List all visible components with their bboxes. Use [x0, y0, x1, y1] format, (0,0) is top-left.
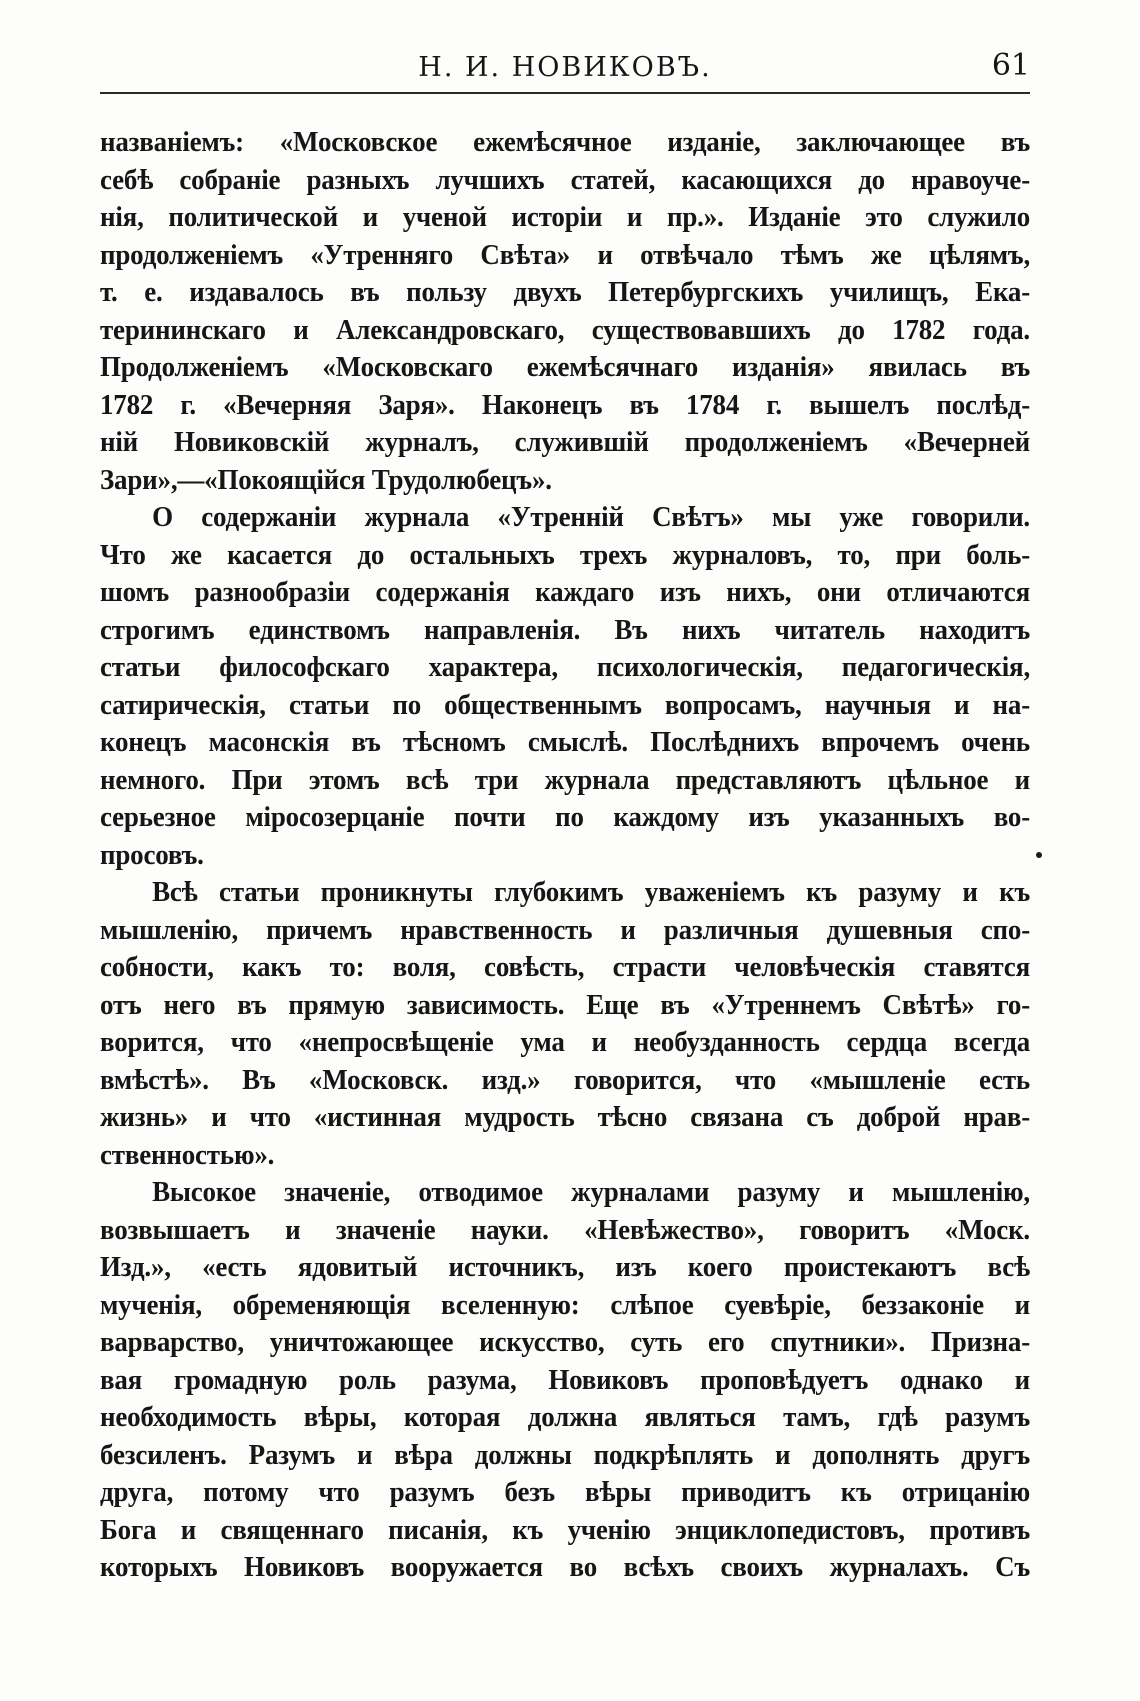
text-line: ственностью». — [100, 1138, 275, 1171]
text-line: мученія, обременяющія вселенную: слѣпое суевѣріе, беззаконіе и — [100, 1288, 1030, 1321]
text-line: собности, какъ то: воля, совѣсть, страсти человѣческія ставятся — [100, 951, 1030, 983]
text-line: Всѣ статьи проникнуты глубокимъ уваженіемъ къ разуму и къ — [152, 876, 1030, 908]
text-line: статьи философскаго характера, психологическія, педагогическія, — [100, 651, 1030, 683]
running-head — [100, 46, 1030, 86]
text-line: Продолженіемъ «Московскаго ежемѣсячнаго изданія» явилась въ — [100, 351, 1030, 383]
text-line: строгимъ единствомъ направленія. Въ нихъ читатель находитъ — [100, 613, 1030, 646]
text-line: безсиленъ. Разумъ и вѣра должны подкрѣплять и дополнять другъ — [100, 1438, 1030, 1471]
text-line: Что же касается до остальныхъ трехъ журналовъ, то, при боль- — [100, 538, 1030, 571]
text-line: ній Новиковскій журналъ, служившій продолженіемъ «Вечерней — [100, 426, 1030, 458]
text-line: возвышаетъ и значеніе науки. «Невѣжество», говоритъ «Моск. — [100, 1213, 1030, 1246]
text-line: продолженіемъ «Утренняго Свѣта» и отвѣчало тѣмъ же цѣлямъ, — [100, 238, 1030, 271]
text-line: вая громадную роль разума, Новиковъ проповѣдуетъ однако и — [100, 1363, 1030, 1396]
text-line: О содержаніи журнала «Утренній Свѣтъ» мы уже говорили. — [152, 501, 1030, 533]
text-line: себѣ собраніе разныхъ лучшихъ статей, касающихся до нравоуче- — [100, 163, 1030, 196]
ink-speck — [1036, 852, 1042, 858]
header-rule — [100, 92, 1030, 94]
text-line: ворится, что «непросвѣщеніе ума и необузданность сердца всегда — [100, 1026, 1030, 1058]
text-line: шомъ разнообразіи содержанія каждаго изъ нихъ, они отличаются — [100, 576, 1030, 608]
text-line: Изд.», «есть ядовитый источникъ, изъ коего проистекаютъ всѣ — [100, 1251, 1030, 1283]
text-line: Высокое значеніе, отводимое журналами разуму и мышленію, — [152, 1176, 1030, 1208]
page-number: 61 — [991, 48, 1030, 83]
text-line: серьезное міросозерцаніе почти по каждому изъ указанныхъ во- — [100, 801, 1030, 833]
text-line: т. е. издавалось въ пользу двухъ Петербургскихъ училищъ, Ека- — [100, 276, 1030, 308]
text-line: мышленію, причемъ нравственность и различныя душевныя спо- — [100, 913, 1030, 946]
text-line: друга, потому что разумъ безъ вѣры приводитъ къ отрицанію — [100, 1476, 1030, 1508]
text-line: Зари»,—«Покоящійся Трудолюбецъ». — [100, 463, 552, 496]
text-line: которыхъ Новиковъ вооружается во всѣхъ своихъ журналахъ. Съ — [100, 1551, 1030, 1583]
text-line: Бога и священнаго писанія, къ ученію энциклопедистовъ, противъ — [100, 1513, 1030, 1546]
text-line: терининскаго и Александровскаго, существовавшихъ до 1782 года. — [100, 313, 1030, 346]
text-line: отъ него въ прямую зависимость. Еще въ «Утреннемъ Свѣтѣ» го- — [100, 988, 1030, 1021]
text-line: просовъ. — [100, 838, 204, 871]
text-line: сатирическія, статьи по общественнымъ вопросамъ, научныя и на- — [100, 688, 1030, 721]
text-line: конецъ масонскія въ тѣсномъ смыслѣ. Послѣднихъ впрочемъ очень — [100, 726, 1030, 758]
running-title: Н. И. НОВИКОВЪ. — [418, 52, 712, 83]
text-line: названіемъ: «Московское ежемѣсячное изданіе, заключающее въ — [100, 126, 1030, 158]
text-line: 1782 г. «Вечерняя Заря». Наконецъ въ 1784 г. вышелъ послѣд- — [100, 388, 1030, 421]
text-line: немного. При этомъ всѣ три журнала представляютъ цѣльное и — [100, 763, 1030, 796]
text-line: варварство, уничтожающее искусство, суть его спутники». Призна- — [100, 1326, 1030, 1358]
text-line: вмѣстѣ». Въ «Московск. изд.» говорится, что «мышленіе есть — [100, 1063, 1030, 1096]
text-line: нія, политической и ученой исторіи и пр.». Изданіе это служило — [100, 201, 1030, 233]
text-line: жизнь» и что «истинная мудрость тѣсно связана съ доброй нрав- — [100, 1101, 1030, 1133]
text-line: необходимость вѣры, которая должна являться тамъ, гдѣ разумъ — [100, 1401, 1030, 1433]
body-text — [100, 124, 1030, 1587]
